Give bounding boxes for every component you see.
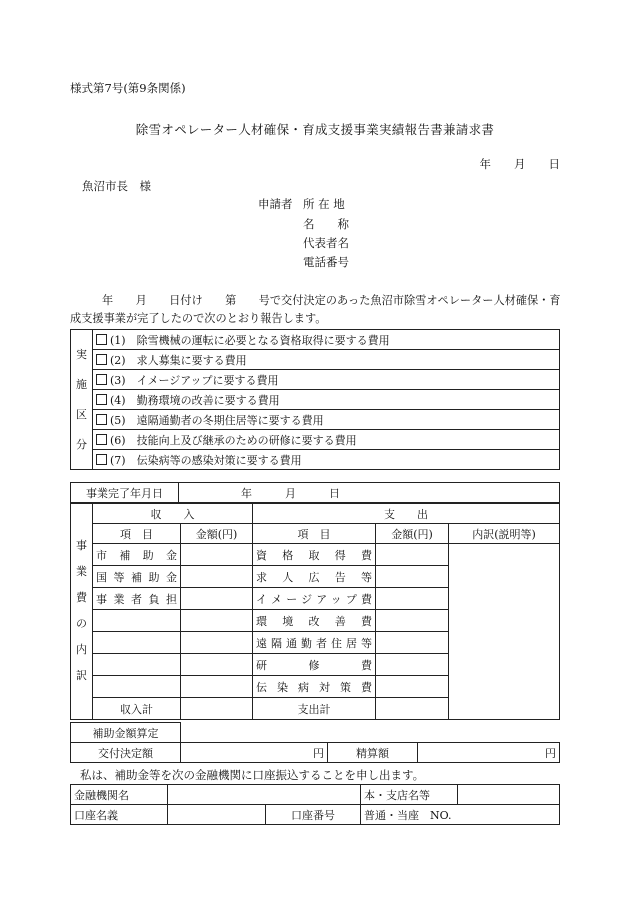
- checkbox-icon[interactable]: [96, 454, 107, 465]
- expense-item: 研修費: [253, 654, 376, 676]
- applicant-representative-label: 代表者名: [303, 236, 349, 250]
- expense-item: 資格取得費: [253, 544, 376, 566]
- income-total-amount[interactable]: [181, 698, 253, 720]
- implementation-item-7[interactable]: (7) 伝染病等の感染対策に要する費用: [93, 450, 560, 470]
- implementation-item-6[interactable]: (6) 技能向上及び継承のための研修に要する費用: [93, 430, 560, 450]
- account-number-label: 口座番号: [266, 805, 361, 825]
- income-amount[interactable]: [181, 588, 253, 610]
- applicant-name-label: 名 称: [303, 217, 349, 231]
- income-amount[interactable]: [181, 654, 253, 676]
- applicant-phone-label: 電話番号: [303, 255, 349, 269]
- applicant-address-label: 所 在 地: [303, 197, 345, 211]
- document-title: 除雪オペレーター人材確保・育成支援事業実績報告書兼請求書: [135, 122, 495, 137]
- implementation-label: 実施区分: [71, 330, 93, 470]
- form-number: 様式第7号(第9条関係): [70, 81, 186, 95]
- expense-detail-header: 内訳(説明等): [449, 524, 560, 544]
- expense-amount[interactable]: [376, 544, 449, 566]
- expense-item: 遠隔通勤者住居等: [253, 632, 376, 654]
- income-item: 市補助金: [93, 544, 181, 566]
- implementation-item-4[interactable]: (4) 勤務環境の改善に要する費用: [93, 390, 560, 410]
- account-holder-label: 口座名義: [71, 805, 168, 825]
- income-amount[interactable]: [181, 610, 253, 632]
- implementation-item-3[interactable]: (3) イメージアップに要する費用: [93, 370, 560, 390]
- expense-item: 伝染病対策費: [253, 676, 376, 698]
- checkbox-icon[interactable]: [96, 354, 107, 365]
- bank-table: [70, 784, 560, 825]
- bank-note: 私は、補助金等を次の金融機関に口座振込することを申し出ます。: [80, 768, 425, 782]
- completion-date[interactable]: 年 月 日: [179, 483, 560, 503]
- settlement-amount-label: 精算額: [328, 743, 418, 763]
- completion-label: 事業完了年月日: [71, 483, 179, 503]
- expense-amount[interactable]: [376, 588, 449, 610]
- decision-amount-label: 交付決定額: [71, 743, 181, 763]
- income-item[interactable]: [93, 676, 181, 698]
- income-item: 事業者負担: [93, 588, 181, 610]
- checkbox-icon[interactable]: [96, 414, 107, 425]
- completion-table: [70, 482, 560, 503]
- bank-branch-field[interactable]: [458, 785, 560, 805]
- bank-institution-field[interactable]: [168, 785, 361, 805]
- subsidy-table: [70, 722, 560, 763]
- checkbox-icon[interactable]: [96, 394, 107, 405]
- subsidy-calc-area: [181, 723, 560, 743]
- account-type-field[interactable]: 普通・当座 NO.: [361, 805, 560, 825]
- applicant-label: 申請者: [258, 197, 293, 211]
- expense-amount[interactable]: [376, 632, 449, 654]
- income-amount[interactable]: [181, 676, 253, 698]
- addressee: 魚沼市長 様: [82, 179, 151, 193]
- checkbox-icon[interactable]: [96, 374, 107, 385]
- subsidy-calc-label: 補助金額算定: [71, 723, 181, 743]
- breakdown-label: 事業費の内訳: [71, 504, 93, 720]
- income-header: 収 入: [93, 504, 253, 524]
- expense-amount[interactable]: [376, 610, 449, 632]
- expense-amount[interactable]: [376, 676, 449, 698]
- income-item[interactable]: [93, 610, 181, 632]
- expense-item: イメージアップ費: [253, 588, 376, 610]
- implementation-table: [70, 329, 560, 470]
- settlement-amount-field[interactable]: 円: [418, 743, 560, 763]
- income-amount[interactable]: [181, 544, 253, 566]
- income-item-header: 項 目: [93, 524, 181, 544]
- implementation-item-2[interactable]: (2) 求人募集に要する費用: [93, 350, 560, 370]
- bank-branch-label: 本・支店名等: [361, 785, 458, 805]
- expense-amount-header: 金額(円): [376, 524, 449, 544]
- income-amount[interactable]: [181, 632, 253, 654]
- checkbox-icon[interactable]: [96, 334, 107, 345]
- checkbox-icon[interactable]: [96, 434, 107, 445]
- expense-amount[interactable]: [376, 566, 449, 588]
- income-amount-header: 金額(円): [181, 524, 253, 544]
- implementation-item-1[interactable]: (1) 除雪機械の運転に必要となる資格取得に要する費用: [93, 330, 560, 350]
- implementation-item-5[interactable]: (5) 遠隔通勤者の冬期住居等に要する費用: [93, 410, 560, 430]
- expense-amount[interactable]: [376, 654, 449, 676]
- income-amount[interactable]: [181, 566, 253, 588]
- expense-item-header: 項 目: [253, 524, 376, 544]
- expense-item: 求人広告等: [253, 566, 376, 588]
- income-item[interactable]: [93, 654, 181, 676]
- income-item[interactable]: [93, 632, 181, 654]
- account-holder-field[interactable]: [168, 805, 266, 825]
- income-total-label: 収入計: [93, 698, 181, 720]
- breakdown-table: [70, 503, 560, 720]
- expense-detail[interactable]: [449, 544, 560, 720]
- expense-total-label: 支出計: [253, 698, 376, 720]
- bank-institution-label: 金融機関名: [71, 785, 168, 805]
- income-item: 国等補助金: [93, 566, 181, 588]
- expense-header: 支 出: [253, 504, 560, 524]
- decision-amount-field[interactable]: 円: [181, 743, 328, 763]
- expense-total-amount[interactable]: [376, 698, 449, 720]
- intro-text: 年 月 日付け 第 号で交付決定のあった魚沼市除雪オペレーター人材確保・育成支援事業が完了したので次のとおり報告します。: [70, 294, 561, 325]
- report-date[interactable]: 年 月 日: [479, 157, 560, 171]
- expense-item: 環境改善費: [253, 610, 376, 632]
